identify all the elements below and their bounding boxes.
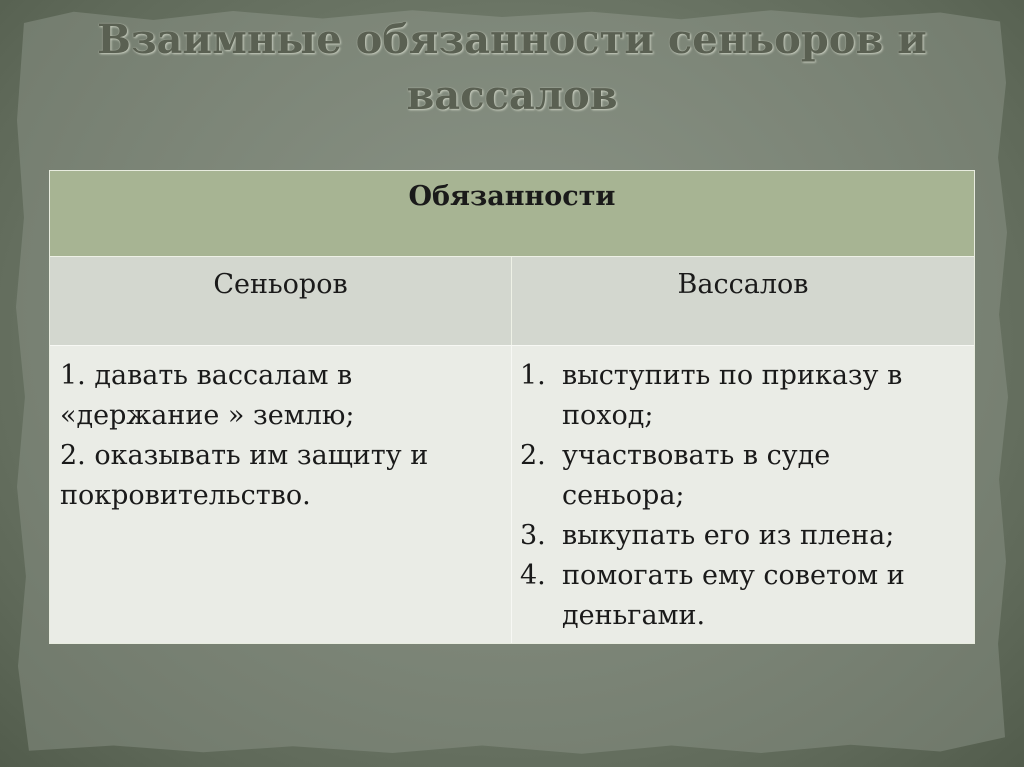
- slide-title: Взаимные обязанности сеньоров и вассалов: [97, 16, 927, 119]
- duty-text: выступить по приказу в поход;: [562, 360, 903, 431]
- seniors-duty-item: 1. давать вассалам в «держание » землю;: [60, 360, 355, 431]
- table-header-row: [50, 171, 974, 257]
- duty-text: выкупать его из плена;: [562, 520, 895, 551]
- vassals-duty-item: [520, 356, 960, 436]
- column-header-seniors-label: Сеньоров: [213, 269, 348, 300]
- vassals-duty-item: [520, 436, 960, 516]
- column-header-vassals: [512, 257, 974, 345]
- seniors-duties-cell: [50, 345, 512, 643]
- vassals-duty-item: [520, 516, 960, 556]
- duty-text: помогать ему советом и деньгами.: [562, 560, 905, 631]
- duties-table: [49, 170, 975, 644]
- duty-number: 2.: [520, 440, 546, 471]
- seniors-duties-list: [60, 356, 500, 516]
- column-header-seniors: [50, 257, 512, 345]
- vassals-duties-list: [520, 356, 960, 636]
- column-header-vassals-label: Вассалов: [677, 269, 809, 300]
- seniors-duty-item: 2. оказывать им защиту и покровительство.: [60, 440, 429, 511]
- vassals-duty-item: [520, 556, 960, 636]
- table-header-duties: Обязанности: [408, 181, 616, 212]
- duty-number: 3.: [520, 520, 546, 551]
- duty-text: участвовать в суде сеньора;: [562, 440, 831, 511]
- duty-number: 4.: [520, 560, 546, 591]
- vassals-duties-cell: [512, 345, 974, 643]
- duty-number: 1.: [520, 360, 546, 391]
